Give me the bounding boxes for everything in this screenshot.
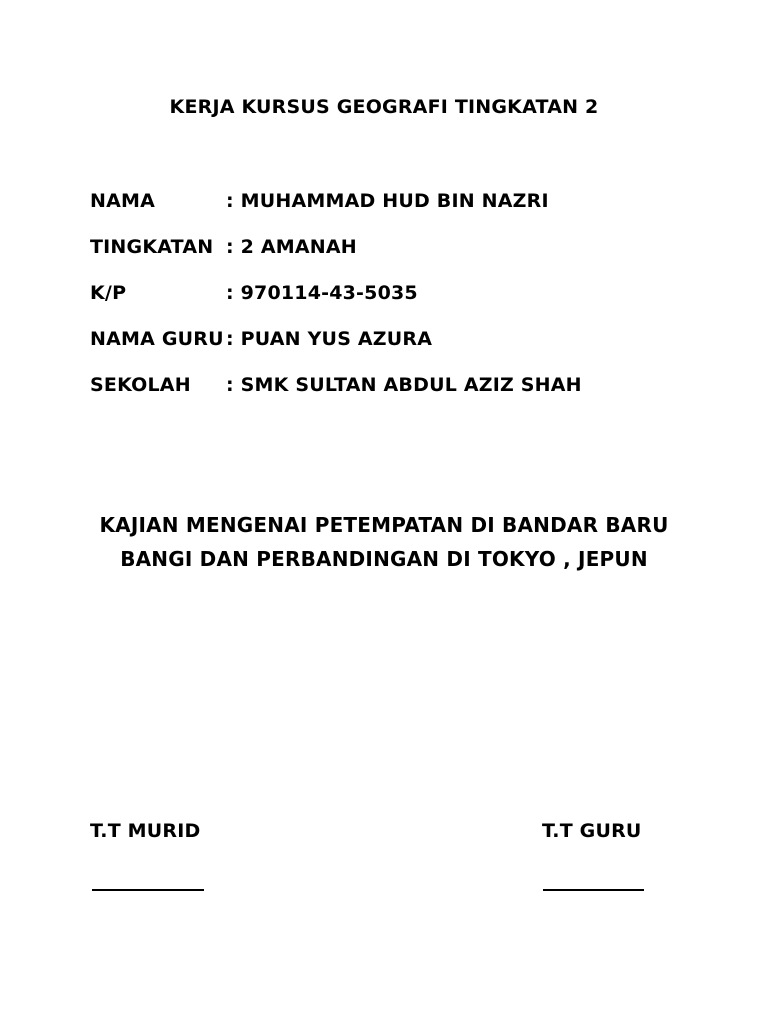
document-title: KERJA KURSUS GEOGRAFI TINGKATAN 2 xyxy=(169,96,599,118)
subject-line-1: KAJIAN MENGENAI PETEMPATAN DI BANDAR BARU xyxy=(99,513,669,537)
field-label-nama-guru: NAMA GURU xyxy=(90,328,224,350)
field-label-nama: NAMA xyxy=(90,190,156,212)
field-value-kp: : 970114-43-5035 xyxy=(226,282,418,304)
field-value-tingkatan: : 2 AMANAH xyxy=(226,236,357,258)
signature-student-label: T.T MURID xyxy=(90,820,201,842)
signature-student-line xyxy=(92,889,204,891)
field-label-sekolah: SEKOLAH xyxy=(90,374,191,396)
field-label-tingkatan: TINGKATAN xyxy=(90,236,214,258)
field-value-nama-guru: : PUAN YUS AZURA xyxy=(226,328,433,350)
field-value-nama: : MUHAMMAD HUD BIN NAZRI xyxy=(226,190,549,212)
subject-line-2: BANGI DAN PERBANDINGAN DI TOKYO , JEPUN xyxy=(120,547,648,571)
signature-teacher-label: T.T GURU xyxy=(542,820,642,842)
field-value-sekolah: : SMK SULTAN ABDUL AZIZ SHAH xyxy=(226,374,582,396)
field-label-kp: K/P xyxy=(90,282,127,304)
subject-heading xyxy=(0,508,768,576)
signature-teacher-line xyxy=(543,889,644,891)
